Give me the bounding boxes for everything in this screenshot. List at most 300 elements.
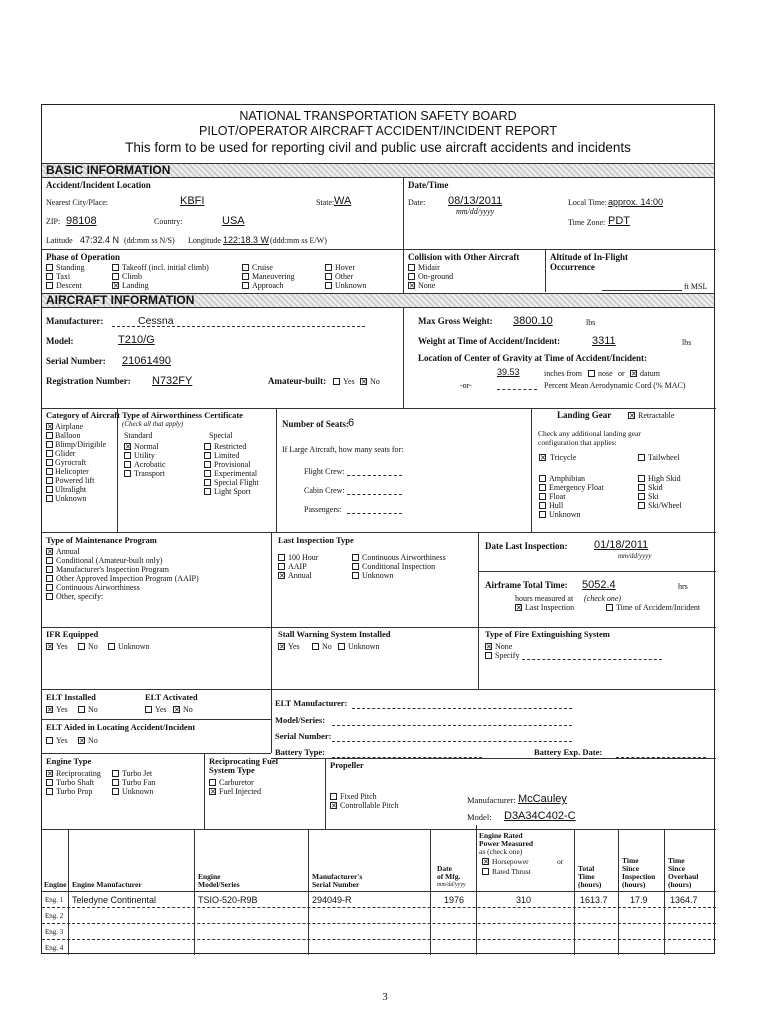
elt-activated-no-label: No bbox=[183, 705, 193, 714]
state-field[interactable]: WA bbox=[334, 195, 352, 207]
stall-yes-label: Yes bbox=[288, 642, 300, 651]
time-zone-field[interactable]: PDT bbox=[608, 215, 630, 227]
insp-continuous-checkbox[interactable] bbox=[352, 554, 359, 561]
phase-approach-label: Approach bbox=[252, 281, 284, 290]
weight-at-accident-label: Weight at Time of Accident/Incident: bbox=[418, 336, 561, 346]
gear-hull-label: Hull bbox=[549, 501, 564, 510]
category-unknown-label: Unknown bbox=[55, 494, 87, 503]
special-flight-checkbox[interactable] bbox=[204, 479, 211, 486]
fire-specify-checkbox[interactable] bbox=[485, 652, 492, 659]
gear-float-checkbox[interactable] bbox=[539, 493, 546, 500]
maintenance-label: Type of Maintenance Program bbox=[46, 535, 157, 545]
insp-conditional-checkbox[interactable] bbox=[352, 563, 359, 570]
gear-tailwheel-label: Tailwheel bbox=[648, 453, 680, 462]
special-limited-checkbox[interactable] bbox=[204, 452, 211, 459]
special-experimental-label: Experimental bbox=[214, 469, 258, 478]
row1-since-inspection[interactable]: 17.9 bbox=[630, 895, 648, 905]
ifr-yes-label: Yes bbox=[56, 642, 68, 651]
maint-annual-checkbox[interactable] bbox=[46, 548, 53, 555]
category-balloon-checkbox[interactable] bbox=[46, 432, 53, 439]
phase-takeoff-checkbox[interactable] bbox=[112, 264, 119, 271]
mac-label: Percent Mean Aerodynamic Cord (% MAC) bbox=[544, 381, 686, 390]
engine-turbo-fan-checkbox[interactable] bbox=[112, 779, 119, 786]
maint-continuous-checkbox[interactable] bbox=[46, 584, 53, 591]
category-powered-lift-label: Powered lift bbox=[55, 476, 95, 485]
ifr-unknown-checkbox[interactable] bbox=[108, 643, 115, 650]
phase-climb-label: Climb bbox=[122, 272, 143, 281]
amateur-yes-label: Yes bbox=[343, 377, 355, 386]
col-serial-header: Manufacturer's bbox=[312, 872, 363, 881]
engine-turbo-fan-label: Turbo Fan bbox=[122, 778, 156, 787]
fixed-pitch-label: Fixed Pitch bbox=[340, 792, 377, 801]
phase-cruise-label: Cruise bbox=[252, 263, 273, 272]
col-power-header: Engine Rated bbox=[479, 831, 523, 840]
amateur-yes-checkbox[interactable] bbox=[333, 378, 340, 385]
col-total-header-2: Time bbox=[578, 872, 595, 881]
stall-yes-checkbox[interactable] bbox=[278, 643, 285, 650]
category-ultralight-checkbox[interactable] bbox=[46, 486, 53, 493]
cg-nose-label: nose bbox=[598, 369, 613, 378]
row3-engine: Eng. 3 bbox=[45, 928, 64, 936]
col-model-header: Engine bbox=[198, 872, 221, 881]
elt-installed-yes-checkbox[interactable] bbox=[46, 706, 53, 713]
maint-other-label: Other, specify: bbox=[56, 592, 104, 601]
ifr-label: IFR Equipped bbox=[46, 629, 99, 639]
engine-turbo-prop-checkbox[interactable] bbox=[46, 788, 53, 795]
col-power-header-3: as (check one) bbox=[479, 847, 523, 856]
elt-installed-no-checkbox[interactable] bbox=[78, 706, 85, 713]
col-serial-header-2: Serial Number bbox=[312, 880, 360, 889]
seats-field[interactable]: 6 bbox=[348, 417, 355, 429]
page-number: 3 bbox=[382, 991, 388, 1003]
model-label: Model: bbox=[46, 336, 74, 346]
gear-skid-checkbox[interactable] bbox=[638, 484, 645, 491]
airframe-total-label: Airframe Total Time: bbox=[485, 580, 568, 590]
ifr-no-label: No bbox=[88, 642, 98, 651]
registration-field[interactable]: N732FY bbox=[152, 375, 193, 387]
engine-reciprocating-checkbox[interactable] bbox=[46, 770, 53, 777]
special-provisional-checkbox[interactable] bbox=[204, 461, 211, 468]
row1-date[interactable]: 1976 bbox=[444, 895, 465, 905]
col-total-header: Total bbox=[578, 864, 595, 873]
gear-float-label: Float bbox=[549, 492, 566, 501]
col-date-header-2: of Mfg. bbox=[437, 872, 461, 881]
landing-gear-label: Landing Gear bbox=[557, 410, 612, 420]
country-label: Country: bbox=[154, 217, 183, 226]
gear-note-2: configuration that applies: bbox=[538, 438, 617, 447]
col-overhaul-header: Time bbox=[668, 856, 685, 865]
phase-unknown-label: Unknown bbox=[335, 281, 367, 290]
cg-unit: inches from bbox=[544, 369, 582, 378]
phase-takeoff-label: Takeoff (incl. initial climb) bbox=[122, 263, 209, 272]
category-powered-lift-checkbox[interactable] bbox=[46, 477, 53, 484]
col-model-header-2: Model/Series bbox=[198, 880, 240, 889]
gear-emergency-float-checkbox[interactable] bbox=[539, 484, 546, 491]
gear-tricycle-checkbox[interactable] bbox=[539, 454, 546, 461]
serial-field[interactable]: 21061490 bbox=[122, 355, 171, 367]
maint-manufacturer-checkbox[interactable] bbox=[46, 566, 53, 573]
row1-power[interactable]: 310 bbox=[516, 895, 532, 905]
gear-note-1: Check any additional landing gear bbox=[538, 429, 641, 438]
phase-cruise-checkbox[interactable] bbox=[242, 264, 249, 271]
special-flight-label: Special Flight bbox=[214, 478, 259, 487]
special-restricted-checkbox[interactable] bbox=[204, 443, 211, 450]
cg-datum-checkbox[interactable] bbox=[630, 370, 637, 377]
elt-aided-label: ELT Aided in Locating Accident/Incident bbox=[46, 722, 196, 732]
amateur-built-label: Amateur-built: bbox=[268, 376, 327, 386]
ifr-no-checkbox[interactable] bbox=[78, 643, 85, 650]
prop-manufacturer-field[interactable]: McCauley bbox=[518, 793, 567, 805]
engine-turbo-jet-label: Turbo Jet bbox=[122, 769, 153, 778]
engine-reciprocating-label: Reciprocating bbox=[56, 769, 101, 778]
maint-other-checkbox[interactable] bbox=[46, 593, 53, 600]
seats-label: Number of Seats: bbox=[282, 419, 349, 429]
last-inspection-type-label: Last Inspection Type bbox=[278, 535, 354, 545]
special-light-sport-checkbox[interactable] bbox=[204, 488, 211, 495]
gear-tailwheel-checkbox[interactable] bbox=[638, 454, 645, 461]
col-insp-header-3: Inspection bbox=[622, 872, 656, 881]
cabin-crew-label: Cabin Crew: bbox=[304, 486, 345, 495]
cg-datum-label: datum bbox=[640, 369, 660, 378]
max-gross-weight-field[interactable]: 3800.10 bbox=[513, 315, 553, 327]
row1-model[interactable]: TSIO-520-R9B bbox=[198, 895, 258, 905]
insp-aaip-checkbox[interactable] bbox=[278, 563, 285, 570]
insp-unknown-label: Unknown bbox=[362, 571, 394, 580]
weight-at-accident-unit: lbs bbox=[682, 338, 692, 347]
engine-type-label: Engine Type bbox=[46, 756, 92, 766]
passengers-label: Passengers: bbox=[304, 505, 342, 514]
maint-continuous-label: Continuous Airworthiness bbox=[56, 583, 140, 592]
phase-landing-label: Landing bbox=[122, 281, 149, 290]
maint-aaip-checkbox[interactable] bbox=[46, 575, 53, 582]
date-last-inspection-field[interactable]: 01/18/2011 bbox=[594, 539, 649, 551]
insp-100-hour-label: 100 Hour bbox=[288, 553, 319, 562]
maint-manufacturer-label: Manufacturer's Inspection Program bbox=[56, 565, 169, 574]
phase-approach-checkbox[interactable] bbox=[242, 282, 249, 289]
collision-label: Collision with Other Aircraft bbox=[408, 252, 520, 262]
elt-aided-no-label: No bbox=[88, 736, 98, 745]
manufacturer-field[interactable]: Cessna bbox=[138, 315, 174, 327]
phase-maneuvering-label: Maneuvering bbox=[252, 272, 295, 281]
elt-installed-yes-label: Yes bbox=[56, 705, 68, 714]
stall-unknown-checkbox[interactable] bbox=[338, 643, 345, 650]
elt-aided-yes-label: Yes bbox=[56, 736, 68, 745]
fire-none-checkbox[interactable] bbox=[485, 643, 492, 650]
category-gyrocraft-label: Gyrocraft bbox=[55, 458, 87, 467]
controllable-pitch-checkbox[interactable] bbox=[330, 802, 337, 809]
phase-other-checkbox[interactable] bbox=[325, 273, 332, 280]
registration-label: Registration Number: bbox=[46, 376, 131, 386]
insp-unknown-checkbox[interactable] bbox=[352, 572, 359, 579]
gear-tricycle-label: Tricycle bbox=[550, 453, 577, 462]
phase-standing-checkbox[interactable] bbox=[46, 264, 53, 271]
phase-taxi-checkbox[interactable] bbox=[46, 273, 53, 280]
hours-measured-label: hours measured at bbox=[515, 594, 574, 603]
special-experimental-checkbox[interactable] bbox=[204, 470, 211, 477]
phase-label: Phase of Operation bbox=[46, 252, 120, 262]
ifr-yes-checkbox[interactable] bbox=[46, 643, 53, 650]
date-field[interactable]: 08/13/2011 bbox=[448, 195, 503, 207]
max-gross-weight-unit: lbs bbox=[586, 318, 596, 327]
col-insp-header-2: Since bbox=[622, 864, 640, 873]
latitude-field[interactable]: 47:32.4 N bbox=[80, 235, 120, 245]
fuel-injected-label: Fuel Injected bbox=[219, 787, 261, 796]
stall-no-label: No bbox=[322, 642, 332, 651]
cg-or-label: or bbox=[618, 369, 625, 378]
check-one-note: (check one) bbox=[584, 594, 622, 603]
category-blimp-label: Blimp/Dirigible bbox=[55, 440, 107, 449]
col-overhaul-header-3: Overhaul bbox=[668, 872, 699, 881]
elt-activated-yes-label: Yes bbox=[155, 705, 167, 714]
col-date-header-3: mm/dd/yyyy bbox=[437, 882, 466, 888]
date-label: Date: bbox=[408, 198, 426, 207]
date-last-inspection-label: Date Last Inspection: bbox=[485, 541, 568, 551]
local-time-label: Local Time: bbox=[568, 198, 607, 207]
standard-normal-checkbox[interactable] bbox=[124, 443, 131, 450]
collision-none-checkbox[interactable] bbox=[408, 282, 415, 289]
measured-accident-label: Time of Accident/Incident bbox=[616, 603, 701, 612]
col-manufacturer-header: Engine Manufacturer bbox=[72, 880, 142, 889]
elt-installed-no-label: No bbox=[88, 705, 98, 714]
elt-activated-no-checkbox[interactable] bbox=[173, 706, 180, 713]
longitude-field[interactable]: 122:18.3 W bbox=[223, 235, 270, 245]
maint-conditional-checkbox[interactable] bbox=[46, 557, 53, 564]
col-overhaul-header-2: Since bbox=[668, 864, 686, 873]
phase-taxi-label: Taxi bbox=[56, 272, 71, 281]
country-field[interactable]: USA bbox=[222, 215, 245, 227]
standard-transport-label: Transport bbox=[134, 469, 165, 478]
recip-fuel-label-2: System Type bbox=[209, 765, 255, 775]
propeller-label: Propeller bbox=[330, 760, 364, 770]
category-helicopter-label: Helicopter bbox=[55, 467, 89, 476]
insp-100-hour-checkbox[interactable] bbox=[278, 554, 285, 561]
fixed-pitch-checkbox[interactable] bbox=[330, 793, 337, 800]
latitude-format: (dd:mm ss N/S) bbox=[124, 236, 175, 245]
row1-serial[interactable]: 294049-R bbox=[312, 895, 352, 905]
zip-label: ZIP: bbox=[46, 217, 61, 226]
gear-amphibian-checkbox[interactable] bbox=[539, 475, 546, 482]
fuel-injected-checkbox[interactable] bbox=[209, 788, 216, 795]
special-provisional-label: Provisional bbox=[214, 460, 251, 469]
phase-standing-label: Standing bbox=[56, 263, 85, 272]
carburetor-checkbox[interactable] bbox=[209, 779, 216, 786]
basic-information-header: BASIC INFORMATION bbox=[42, 163, 714, 178]
engine-unknown-checkbox[interactable] bbox=[112, 788, 119, 795]
prop-model-label: Model: bbox=[467, 812, 492, 822]
category-glider-checkbox[interactable] bbox=[46, 450, 53, 457]
special-restricted-label: Restricted bbox=[214, 442, 247, 451]
airframe-hrs-unit: hrs bbox=[678, 582, 688, 591]
engine-unknown-label: Unknown bbox=[122, 787, 154, 796]
category-unknown-checkbox[interactable] bbox=[46, 495, 53, 502]
zip-field[interactable]: 98108 bbox=[66, 215, 97, 227]
serial-label: Serial Number: bbox=[46, 356, 106, 366]
gear-high-skid-checkbox[interactable] bbox=[638, 475, 645, 482]
model-field[interactable]: T210/G bbox=[118, 334, 155, 346]
carburetor-label: Carburetor bbox=[219, 778, 254, 787]
engine-turbo-shaft-checkbox[interactable] bbox=[46, 779, 53, 786]
measured-last-inspection-label: Last Inspection bbox=[525, 603, 575, 612]
amateur-no-label: No bbox=[370, 377, 380, 386]
time-zone-label: Time Zone: bbox=[568, 218, 606, 227]
battery-type-label: Battery Type: bbox=[275, 747, 325, 757]
elt-serial-label: Serial Number: bbox=[275, 731, 332, 741]
longitude-label: Longitude bbox=[188, 236, 221, 245]
cg-field[interactable]: 39.53 bbox=[497, 367, 520, 377]
large-aircraft-note: If Large Aircraft, how many seats for: bbox=[282, 445, 404, 454]
phase-unknown-checkbox[interactable] bbox=[325, 282, 332, 289]
fire-none-label: None bbox=[495, 642, 513, 651]
gear-unknown-label: Unknown bbox=[549, 510, 581, 519]
phase-landing-checkbox[interactable] bbox=[112, 282, 119, 289]
row1-manufacturer[interactable]: Teledyne Continental bbox=[72, 895, 157, 905]
location-label: Accident/Incident Location bbox=[46, 180, 151, 190]
standard-transport-checkbox[interactable] bbox=[124, 470, 131, 477]
insp-annual-label: Annual bbox=[288, 571, 312, 580]
row2-engine: Eng. 2 bbox=[45, 912, 64, 920]
latitude-label: Latitude bbox=[46, 236, 73, 245]
check-all-note: (Check all that apply) bbox=[122, 420, 184, 428]
phase-hover-label: Hover bbox=[335, 263, 355, 272]
gear-ski-wheel-label: Ski/Wheel bbox=[648, 501, 682, 510]
recip-fuel-label: Reciprocating Fuel bbox=[209, 756, 279, 766]
collision-ground-label: On-ground bbox=[418, 272, 454, 281]
elt-manufacturer-label: ELT Manufacturer: bbox=[275, 698, 348, 708]
row1-engine: Eng. 1 bbox=[45, 896, 64, 904]
airframe-total-field[interactable]: 5052.4 bbox=[582, 579, 616, 591]
phase-hover-checkbox[interactable] bbox=[325, 264, 332, 271]
gear-unknown-checkbox[interactable] bbox=[539, 511, 546, 518]
gear-retractable-checkbox[interactable] bbox=[628, 412, 635, 419]
category-airplane-checkbox[interactable] bbox=[46, 423, 53, 430]
gear-amphibian-label: Amphibian bbox=[549, 474, 585, 483]
category-glider-label: Glider bbox=[55, 449, 76, 458]
flight-crew-label: Flight Crew: bbox=[304, 467, 345, 476]
insp-conditional-label: Conditional Inspection bbox=[362, 562, 436, 571]
standard-acrobatic-label: Acrobatic bbox=[134, 460, 166, 469]
date-time-label: Date/Time bbox=[408, 180, 449, 190]
category-helicopter-checkbox[interactable] bbox=[46, 468, 53, 475]
agency-title: NATIONAL TRANSPORTATION SAFETY BOARD bbox=[239, 109, 517, 123]
longitude-format: (ddd:mm ss E/W) bbox=[270, 236, 327, 245]
measured-accident-checkbox[interactable] bbox=[606, 604, 613, 611]
cg-nose-checkbox[interactable] bbox=[588, 370, 595, 377]
insp-aaip-label: AAIP bbox=[288, 562, 307, 571]
city-field[interactable]: KBFI bbox=[180, 195, 205, 207]
fire-extinguishing-label: Type of Fire Extinguishing System bbox=[485, 629, 610, 639]
ifr-unknown-label: Unknown bbox=[118, 642, 150, 651]
phase-climb-checkbox[interactable] bbox=[112, 273, 119, 280]
battery-exp-label: Battery Exp. Date: bbox=[534, 747, 603, 757]
amateur-no-checkbox[interactable] bbox=[360, 378, 367, 385]
col-overhaul-header-4: (hours) bbox=[668, 880, 692, 889]
elt-aided-no-checkbox[interactable] bbox=[78, 737, 85, 744]
col-insp-header: Time bbox=[622, 856, 639, 865]
date-format: mm/dd/yyyy bbox=[456, 207, 495, 216]
gear-high-skid-label: High Skid bbox=[648, 474, 681, 483]
col-total-header-3: (hours) bbox=[578, 880, 602, 889]
phase-other-label: Other bbox=[335, 272, 354, 281]
row4-engine: Eng. 4 bbox=[45, 944, 64, 952]
gear-emergency-float-label: Emergency Float bbox=[549, 483, 604, 492]
phase-descent-label: Descent bbox=[56, 281, 82, 290]
category-blimp-checkbox[interactable] bbox=[46, 441, 53, 448]
insp-annual-checkbox[interactable] bbox=[278, 572, 285, 579]
manufacturer-label: Manufacturer: bbox=[46, 316, 104, 326]
stall-no-checkbox[interactable] bbox=[312, 643, 319, 650]
engine-turbo-shaft-label: Turbo Shaft bbox=[56, 778, 95, 787]
elt-activated-yes-checkbox[interactable] bbox=[145, 706, 152, 713]
fire-specify-label: Specify bbox=[495, 651, 520, 660]
standard-acrobatic-checkbox[interactable] bbox=[124, 461, 131, 468]
measured-last-inspection-checkbox[interactable] bbox=[515, 604, 522, 611]
city-label: Nearest City/Place: bbox=[46, 198, 108, 207]
collision-midair-checkbox[interactable] bbox=[408, 264, 415, 271]
prop-model-field[interactable]: D3A34C402-C bbox=[504, 810, 576, 822]
gear-ski-wheel-checkbox[interactable] bbox=[638, 502, 645, 509]
category-balloon-label: Balloon bbox=[55, 431, 81, 440]
form-subtitle: This form to be used for reporting civil and public use aircraft accidents and incidents bbox=[125, 140, 631, 155]
elt-model-label: Model/Series: bbox=[275, 715, 326, 725]
collision-midair-label: Midair bbox=[418, 263, 440, 272]
gear-ski-checkbox[interactable] bbox=[638, 493, 645, 500]
local-time-field[interactable]: approx. 14:00 bbox=[608, 197, 664, 207]
elt-installed-label: ELT Installed bbox=[46, 692, 96, 702]
form-title: PILOT/OPERATOR AIRCRAFT ACCIDENT/INCIDENT REPORT bbox=[199, 124, 557, 138]
phase-maneuvering-checkbox[interactable] bbox=[242, 273, 249, 280]
category-label: Category of Aircraft bbox=[46, 410, 120, 420]
standard-utility-checkbox[interactable] bbox=[124, 452, 131, 459]
special-limited-label: Limited bbox=[214, 451, 240, 460]
controllable-pitch-label: Controllable Pitch bbox=[340, 801, 399, 810]
row1-total[interactable]: 1613.7 bbox=[580, 895, 608, 905]
elt-activated-label: ELT Activated bbox=[145, 692, 198, 702]
date-last-format: mm/dd/yyyy bbox=[618, 552, 652, 560]
power-or-label: or bbox=[557, 857, 564, 866]
col-insp-header-4: (hours) bbox=[622, 880, 646, 889]
gear-retractable-label: Retractable bbox=[638, 411, 675, 420]
power-thrust-checkbox[interactable] bbox=[482, 868, 489, 875]
category-gyrocraft-checkbox[interactable] bbox=[46, 459, 53, 466]
cg-label: Location of Center of Gravity at Time of Accident/Incident: bbox=[418, 353, 647, 363]
state-label: State: bbox=[316, 198, 335, 207]
weight-at-accident-field[interactable]: 3311 bbox=[592, 335, 616, 347]
maint-conditional-label: Conditional (Amateur-built only) bbox=[56, 556, 163, 565]
airworthiness-label: Type of Airworthiness Certificate bbox=[122, 410, 243, 420]
collision-ground-checkbox[interactable] bbox=[408, 273, 415, 280]
category-ultralight-label: Ultralight bbox=[55, 485, 87, 494]
altitude-label: Altitude of In-Flight bbox=[550, 252, 629, 262]
power-thrust-label: Rated Thrust bbox=[492, 867, 531, 876]
gear-skid-label: Skid bbox=[648, 483, 663, 492]
power-horsepower-checkbox[interactable] bbox=[482, 858, 489, 865]
elt-aided-yes-checkbox[interactable] bbox=[46, 737, 53, 744]
row1-since-overhaul[interactable]: 1364.7 bbox=[670, 895, 698, 905]
phase-descent-checkbox[interactable] bbox=[46, 282, 53, 289]
stall-unknown-label: Unknown bbox=[348, 642, 380, 651]
maint-annual-label: Annual bbox=[56, 547, 80, 556]
max-gross-weight-label: Max Gross Weight: bbox=[418, 316, 493, 326]
aircraft-information-header: AIRCRAFT INFORMATION bbox=[42, 293, 714, 308]
gear-hull-checkbox[interactable] bbox=[539, 502, 546, 509]
stall-warning-label: Stall Warning System Installed bbox=[278, 629, 391, 639]
cg-or-separator: -or- bbox=[460, 381, 472, 390]
altitude-msl-unit: ft MSL bbox=[684, 282, 708, 291]
maint-aaip-label: Other Approved Inspection Program (AAIP) bbox=[56, 574, 199, 583]
collision-none-label: None bbox=[418, 281, 436, 290]
engine-turbo-jet-checkbox[interactable] bbox=[112, 770, 119, 777]
altitude-label-2: Occurrence bbox=[550, 262, 595, 272]
